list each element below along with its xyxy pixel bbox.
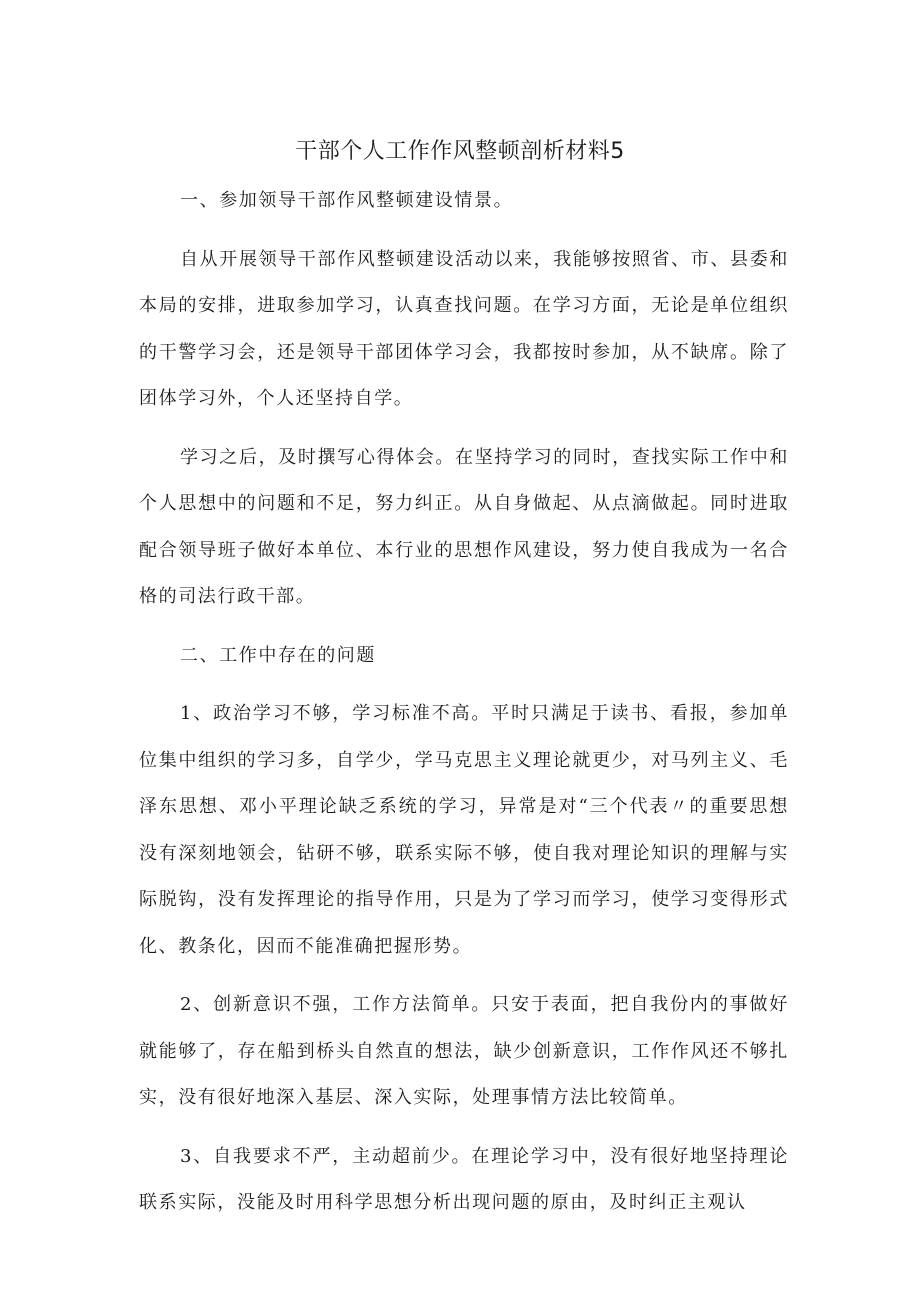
paragraph-4: 2、创新意识不强，工作方法简单。只安于表面，把自我份内的事做好就能够了，存在船到桥头自然直的想法，缺少创新意识，工作作风还不够扎实，没有很好地深入基层、深入实际，处理事情方法比较简单。: [139, 994, 789, 1108]
paragraph-5: 3、自我要求不严，主动超前少。在理论学习中，没有很好地坚持理论联系实际，没能及时用科学思想分析出现问题的原由，及时纠正主观认: [139, 1145, 789, 1213]
paragraph-1: 自从开展领导干部作风整顿建设活动以来，我能够按照省、市、县委和本局的安排，进取参加学习，认真查找问题。在学习方面，无论是单位组织的干警学习会，还是领导干部团体学习会，我都按时参加，从不缺席。除了团体学习外，个人还坚持自学。: [139, 248, 789, 409]
document-body: [139, 178, 789, 1227]
paragraph-3: 1、政治学习不够，学习标准不高。平时只满足于读书、看报，参加单位集中组织的学习多，自学少，学马克思主义理论就更少，对马列主义、毛泽东思想、邓小平理论缺乏系统的学习，异常是对“三个代表〃的重要思想没有深刻地领会，钻研不够，联系实际不够，使自我对理论知识的理解与实际脱钩，没有发挥理论的指导作用，只是为了学习而学习，使学习变得形式化、教条化，因而不能准确把握形势。: [139, 703, 789, 957]
section-heading-2: 二、工作中存在的问题: [180, 644, 376, 666]
paragraph-2: 学习之后，及时撰写心得体会。在坚持学习的同时，查找实际工作中和个人思想中的问题和不足，努力纠正。从自身做起、从点滴做起。同时进取配合领导班子做好本单位、本行业的思想作风建设，努力使自我成为一名合格的司法行政干部。: [139, 446, 789, 607]
section-heading-1: 一、参加领导干部作风整顿建设情景。: [180, 190, 514, 211]
document-title: 干部个人工作作风整顿剖析材料5: [295, 139, 625, 164]
